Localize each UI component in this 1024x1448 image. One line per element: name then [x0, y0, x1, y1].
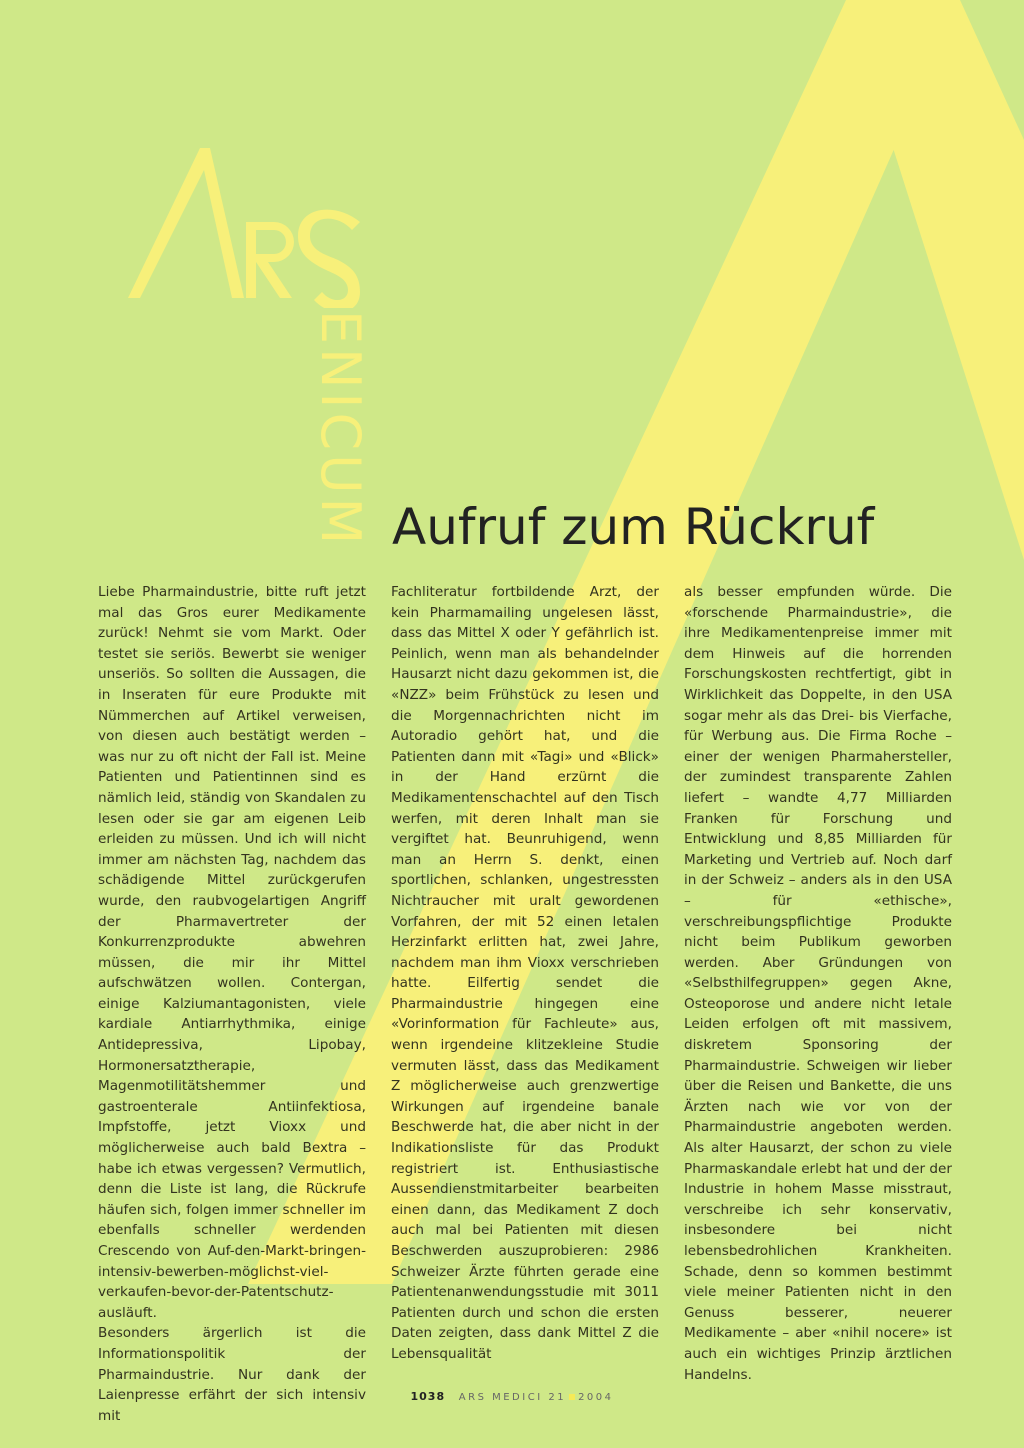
issue-number: 21 [548, 1392, 567, 1403]
separator-square-icon [569, 1394, 575, 1400]
column-1-paragraph-2: Besonders ärgerlich ist die Informationspolitik der Pharmaindustrie. Nur dank der Laienpresse erfährt der sich intensiv mit [98, 1325, 366, 1424]
article-column-2 [391, 582, 659, 1365]
enicum-vertical-logo [309, 310, 372, 560]
journal-name: ARS MEDICI [458, 1392, 543, 1403]
logo-letter-s [298, 210, 360, 308]
page-number: 1038 [410, 1390, 446, 1403]
article-column-1 [98, 582, 366, 1426]
ars-logo [124, 148, 364, 308]
article-title: Aufruf zum Rückruf [392, 498, 875, 556]
article-column-3 [684, 582, 952, 1385]
column-3-paragraph-1: als besser empfunden würde. Die «forschende Pharmaindustrie», die ihre Medikamentenpreise immer mit dem Hinweis auf die horrenden Forschungskosten rechtfertigt, gibt in Wirklichkeit das Doppelte, in den USA sogar mehr als das Drei- bis Vierfache, für Werbung aus. Die Firma Roche – einer der wenigen Pharmahersteller, der zumindest transparente Zahlen liefert – wandte 4,77 Milliarden Franken für Forschung und Entwicklung und 8,85 Milliarden für Marketing und Vertrieb auf. Noch darf in der Schweiz – anders als in den USA – für «ethische», verschreibungspflichtige Produkte nicht beim Publikum geworben werden. Aber Gründungen von «Selbsthilfegruppen» gegen Akne, Osteoporose und andere nicht letale Leiden erfolgen oft mit massivem, diskretem Sponsoring der Pharmaindustrie. Schweigen wir lieber über die Reisen und Bankette, die uns Ärzten nach wie vor von der Pharmaindustrie angeboten werden. Als alter Hausarzt, der schon zu viele Pharmaskandale erlebt hat und der der Industrie in hohem Masse misstraut, verschreibe ich sehr konservativ, insbesondere bei nicht lebensbedrohlichen Krankheiten. Schade, denn so kommen bestimmt viele meiner Patienten nicht in den Genuss besserer, neuerer Medikamente – aber «nihil nocere» ist auch ein wichtiges Prinzip ärztlichen Handelns. [684, 584, 952, 1383]
column-1-paragraph-1: Liebe Pharmaindustrie, bitte ruft jetzt mal das Gros eurer Medikamente zurück! Nehmt sie vom Markt. Oder testet sie seriös. Bewerbt sie weniger unseriös. So sollten die Aussagen, die in Inseraten für eure Produkte mit Nümmerchen auf Artikel verweisen, von diesen auch bestätigt werden – was nur zu oft nicht der Fall ist. Meine Patienten und Patientinnen sind es nämlich leid, ständig von Skandalen zu lesen oder sie gar am eigenen Leib erleiden zu müssen. Und ich will nicht immer am nächsten Tag, nachdem das schädigende Mittel zurückgerufen wurde, den raubvogelartigen Angriff der Pharmavertreter der Konkurrenzprodukte abwehren müssen, die mir ihr Mittel aufschwätzen wollen. Contergan, einige Kalziumantagonisten, viele kardiale Antiarrhythmika, einige Antidepressiva, Lipobay, Hormonersatztherapie, Magenmotilitätshemmer und gastroenterale Antiinfektiosa, Impfstoffe, jetzt Vioxx und möglicherweise auch bald Bextra – habe ich etwas vergessen? Vermutlich, denn die Liste ist lang, die Rückrufe häufen sich, folgen immer schneller im ebenfalls schneller werdenden Crescendo von Auf-den-Markt-bringen-intensiv-bewerben-möglichst-viel-verkaufen-bevor-der-Patentschutz-ausläuft. [98, 584, 366, 1321]
page-footer [0, 1390, 1024, 1403]
logo-letter-r [246, 222, 294, 298]
column-2-paragraph-1: Fachliteratur fortbildende Arzt, der kein Pharmamailing ungelesen lässt, dass das Mittel X oder Y gefährlich ist. Peinlich, wenn man als behandelnder Hausarzt nicht dazu gekommen ist, die «NZZ» beim Frühstück zu lesen und die Morgennachrichten nicht im Autoradio gehört hat, und die Patienten dann mit «Tagi» und «Blick» in der Hand erzürnt die Medikamentenschachtel auf den Tisch werfen, mit deren Inhalt man sie vergiftet hat. Beunruhigend, wenn man an Herrn S. denkt, einen sportlichen, schlanken, ungestressten Nichtraucher mit uralt gewordenen Vorfahren, der mit 52 einen letalen Herzinfarkt erlitten hat, zwei Jahre, nachdem man ihm Vioxx verschrieben hatte. Eilfertig sendet die Pharmaindustrie hingegen eine «Vorinformation für Fachleute» aus, wenn irgendeine klitzekleine Studie vermuten lässt, dass das Medikament Z möglicherweise auch grenzwertige Wirkungen auf irgendeine banale Beschwerde hat, die aber nicht in der Indikationsliste für das Produkt registriert ist. Enthusiastische Aussendienstmitarbeiter bearbeiten einen dann, das Medikament Z doch auch mal bei Patienten mit diesen Beschwerden auszuprobieren: 2986 Schweizer Ärzte führten gerade eine Patientenanwendungsstudie mit 3011 Patienten durch und schon die ersten Daten zeigten, dass dank Mittel Z die Lebensqualität [391, 584, 659, 1362]
logo-text-enicum: ENICUM [309, 310, 372, 549]
logo-letter-a [128, 148, 244, 298]
issue-year: 2004 [578, 1392, 614, 1403]
